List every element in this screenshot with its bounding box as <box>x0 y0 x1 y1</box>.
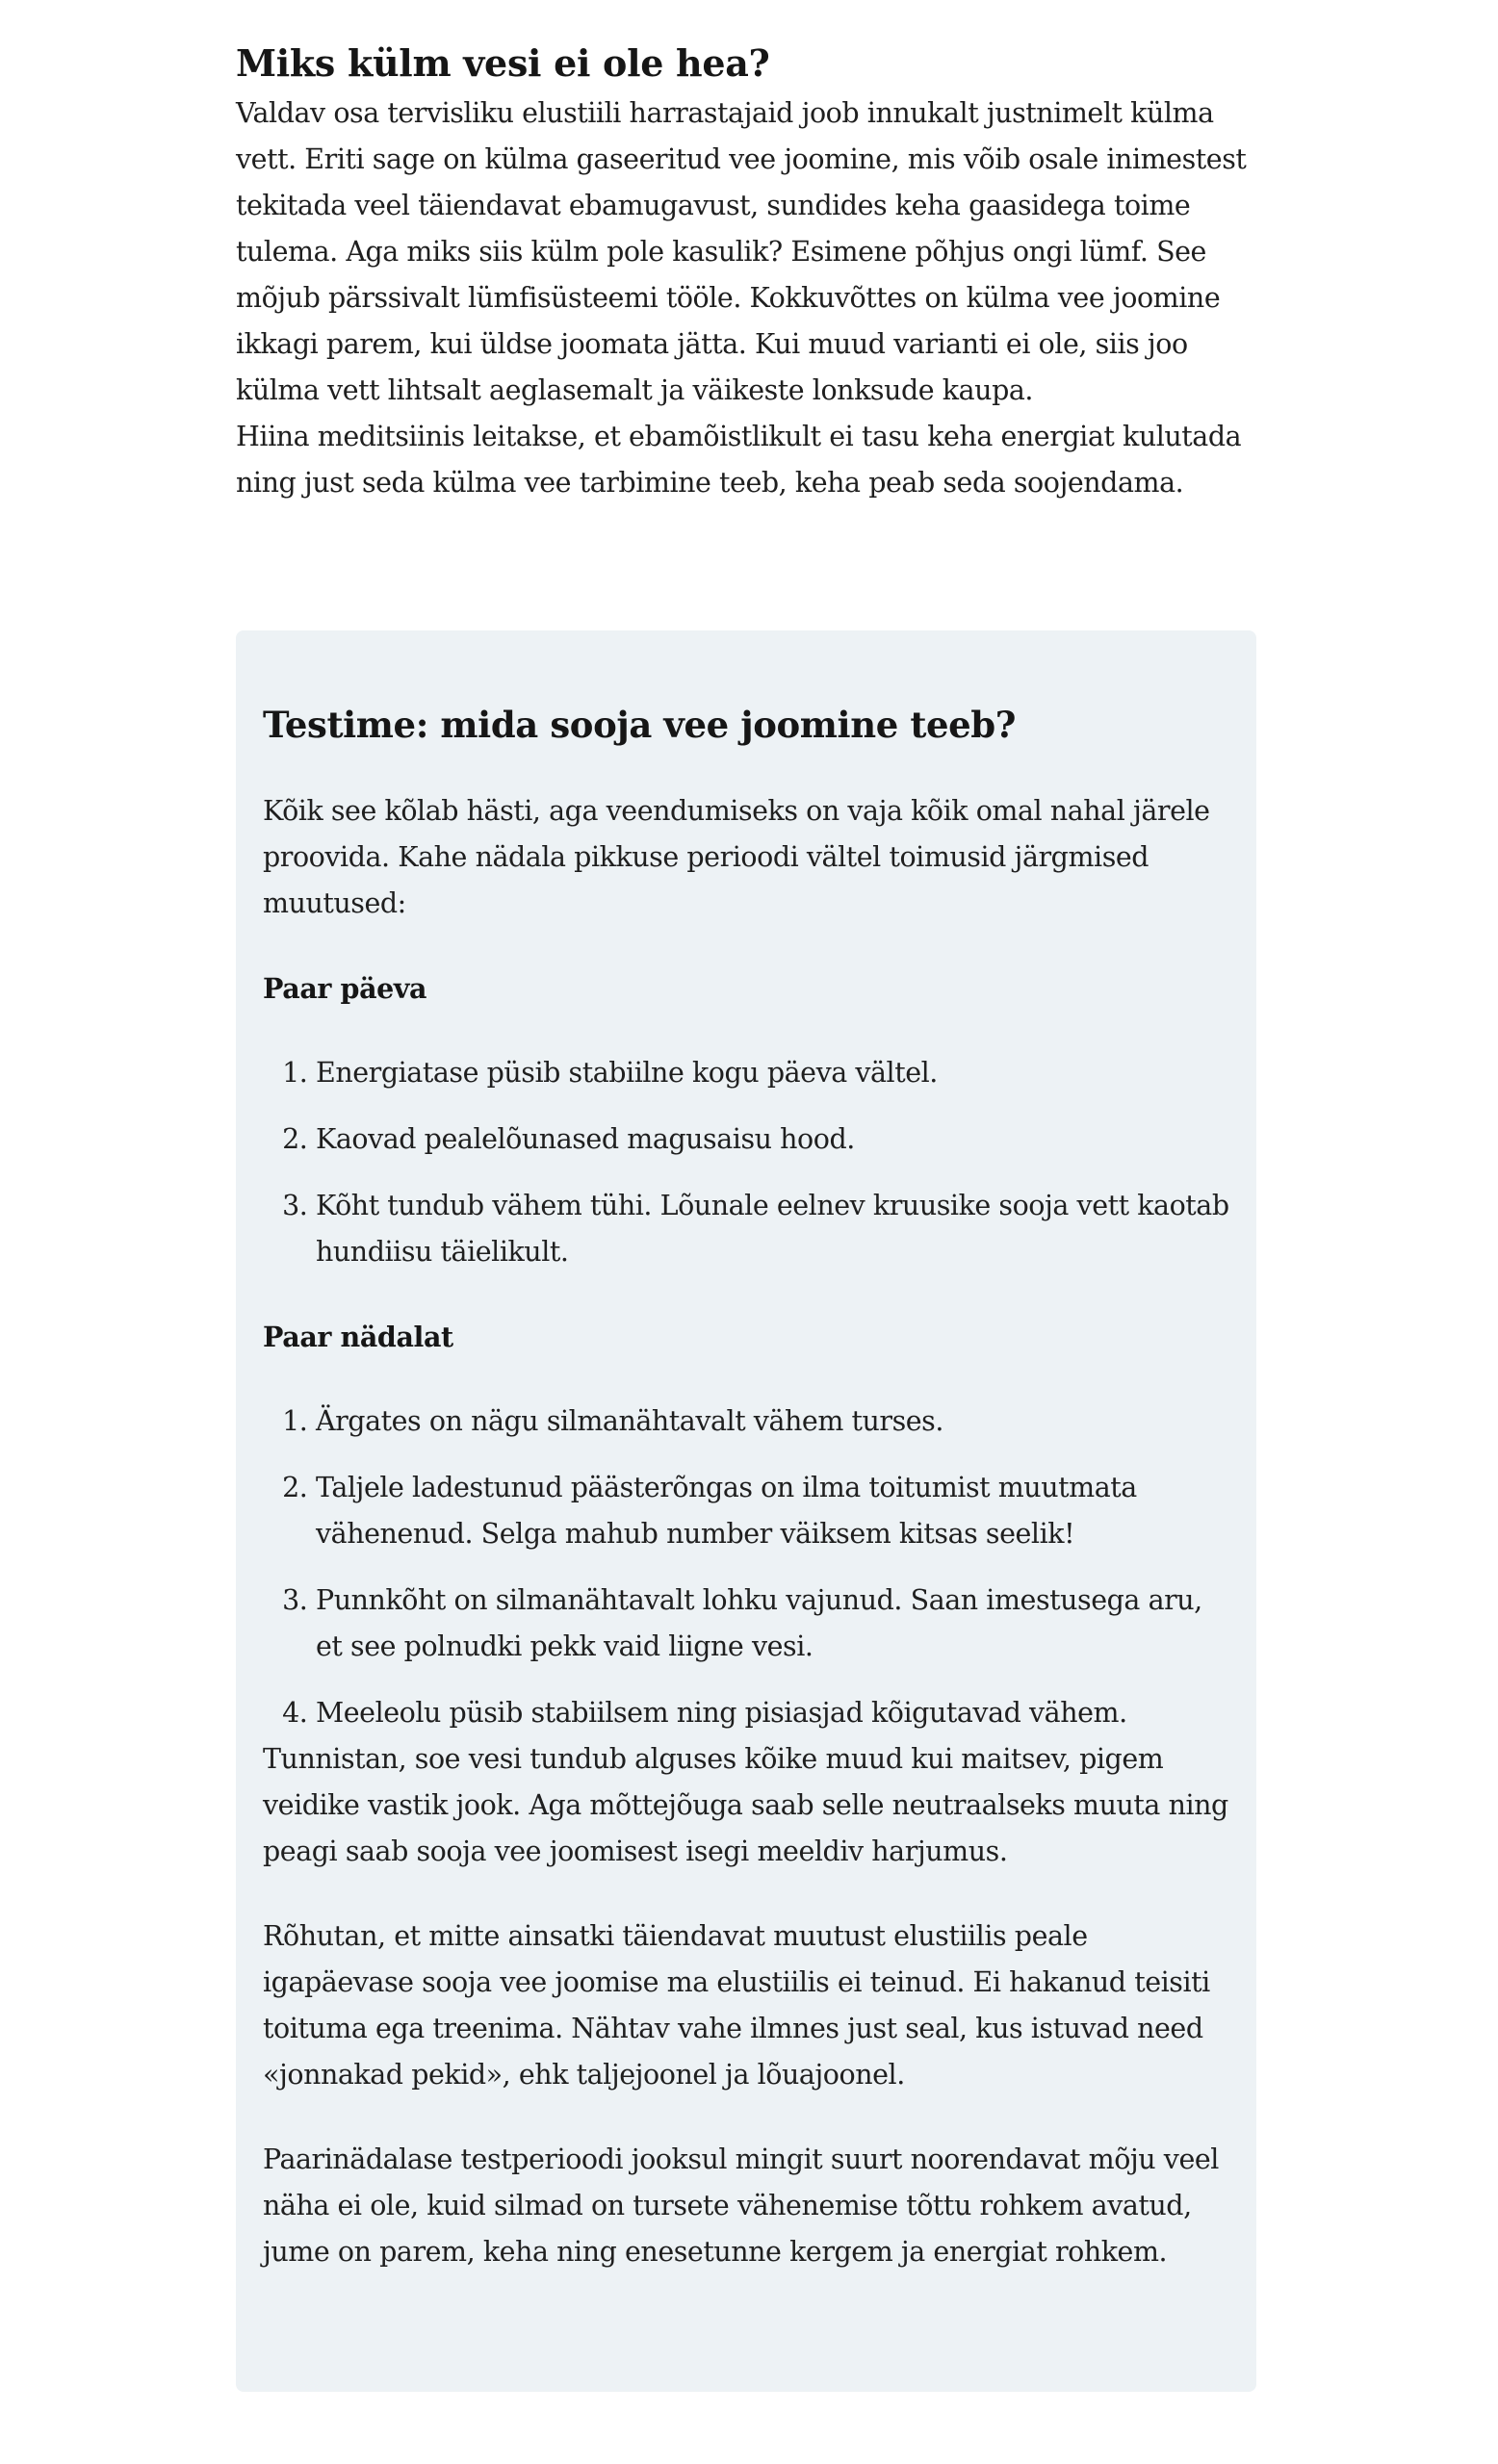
list-item: 1. Energiatase püsib stabiilne kogu päeva vältel. <box>316 1050 1229 1096</box>
test-callout-box <box>236 630 1256 2392</box>
article-section <box>236 37 1256 506</box>
list-item: 2. Kaovad pealelõunased magusaisu hood. <box>316 1116 1229 1163</box>
few-days-list <box>263 1050 1229 1275</box>
subheading-few-days: Paar päeva <box>263 972 427 1005</box>
list-item: 4. Meeleolu püsib stabiilsem ning pisiasjad kõigutavad vähem. <box>316 1690 1229 1736</box>
callout-intro: Kõik see kõlab hästi, aga veendumiseks on vaja kõik omal nahal järele proovida. Kahe nädala pikkuse perioodi vältel toimusid järgmised muutused: <box>263 795 1210 919</box>
paragraph: Paarinädalase testperioodi jooksul mingit suurt noorendavat mõju veel näha ei ole, kuid silmad on tursete vähenemise tõttu rohkem avatud, jume on parem, keha ning enesetunne kergem ja energiat rohkem. <box>263 2143 1219 2268</box>
few-weeks-list <box>263 1399 1229 1736</box>
callout-heading: Testime: mida sooja vee joomine teeb? <box>263 704 1017 746</box>
list-item: 2. Taljele ladestunud päästerõngas on ilma toitumist muutmata vähenenud. Selga mahub number väiksem kitsas seelik! <box>316 1465 1229 1557</box>
section-heading: Miks külm vesi ei ole hea? <box>236 41 770 85</box>
list-item: 3. Punnkõht on silmanähtavalt lohku vajunud. Saan imestusega aru, et see polnudki pekk vaid liigne vesi. <box>316 1578 1229 1670</box>
paragraph: Hiina meditsiinis leitakse, et ebamõistlikult ei tasu keha energiat kulutada ning just seda külma vee tarbimine teeb, keha peab seda soojendama. <box>236 421 1242 499</box>
paragraph: Tunnistan, soe vesi tundub alguses kõike muud kui maitsev, pigem veidike vastik jook. Aga mõttejõuga saab selle neutraalseks muuta ning peagi saab sooja vee joomisest isegi meeldiv harjumus. <box>263 1743 1228 1867</box>
list-item: 1. Ärgates on nägu silmanähtavalt vähem turses. <box>316 1399 1229 1445</box>
subheading-few-weeks: Paar nädalat <box>263 1321 453 1353</box>
list-item: 3. Kõht tundub vähem tühi. Lõunale eelnev kruusike sooja vett kaotab hundiisu täielikult. <box>316 1183 1229 1275</box>
paragraph: Rõhutan, et mitte ainsatki täiendavat muutust elustiilis peale igapäevase sooja vee joomise ma elustiilis ei teinud. Ei hakanud teisiti toituma ega treenima. Nähtav vahe ilmnes just seal, kus istuvad need «jonnakad pekid», ehk taljejoonel ja lõuajoonel. <box>263 1920 1210 2091</box>
paragraph: Valdav osa tervisliku elustiili harrastajaid joob innukalt justnimelt külma vett. Eriti sage on külma gaseeritud vee joomine, mis võib osale inimestest tekitada veel täiendavat ebamugavust, sundides keha gaasidega toime tulema. Aga miks siis külm pole kasulik? Esimene põhjus ongi lümf. See mõjub pärssivalt lümfisüsteemi tööle. Kokkuvõttes on külma vee joomine ikkagi parem, kui üldse joomata jätta. Kui muud varianti ei ole, siis joo külma vett lihtsalt aeglasemalt ja väikeste lonksude kaupa. <box>236 97 1247 406</box>
